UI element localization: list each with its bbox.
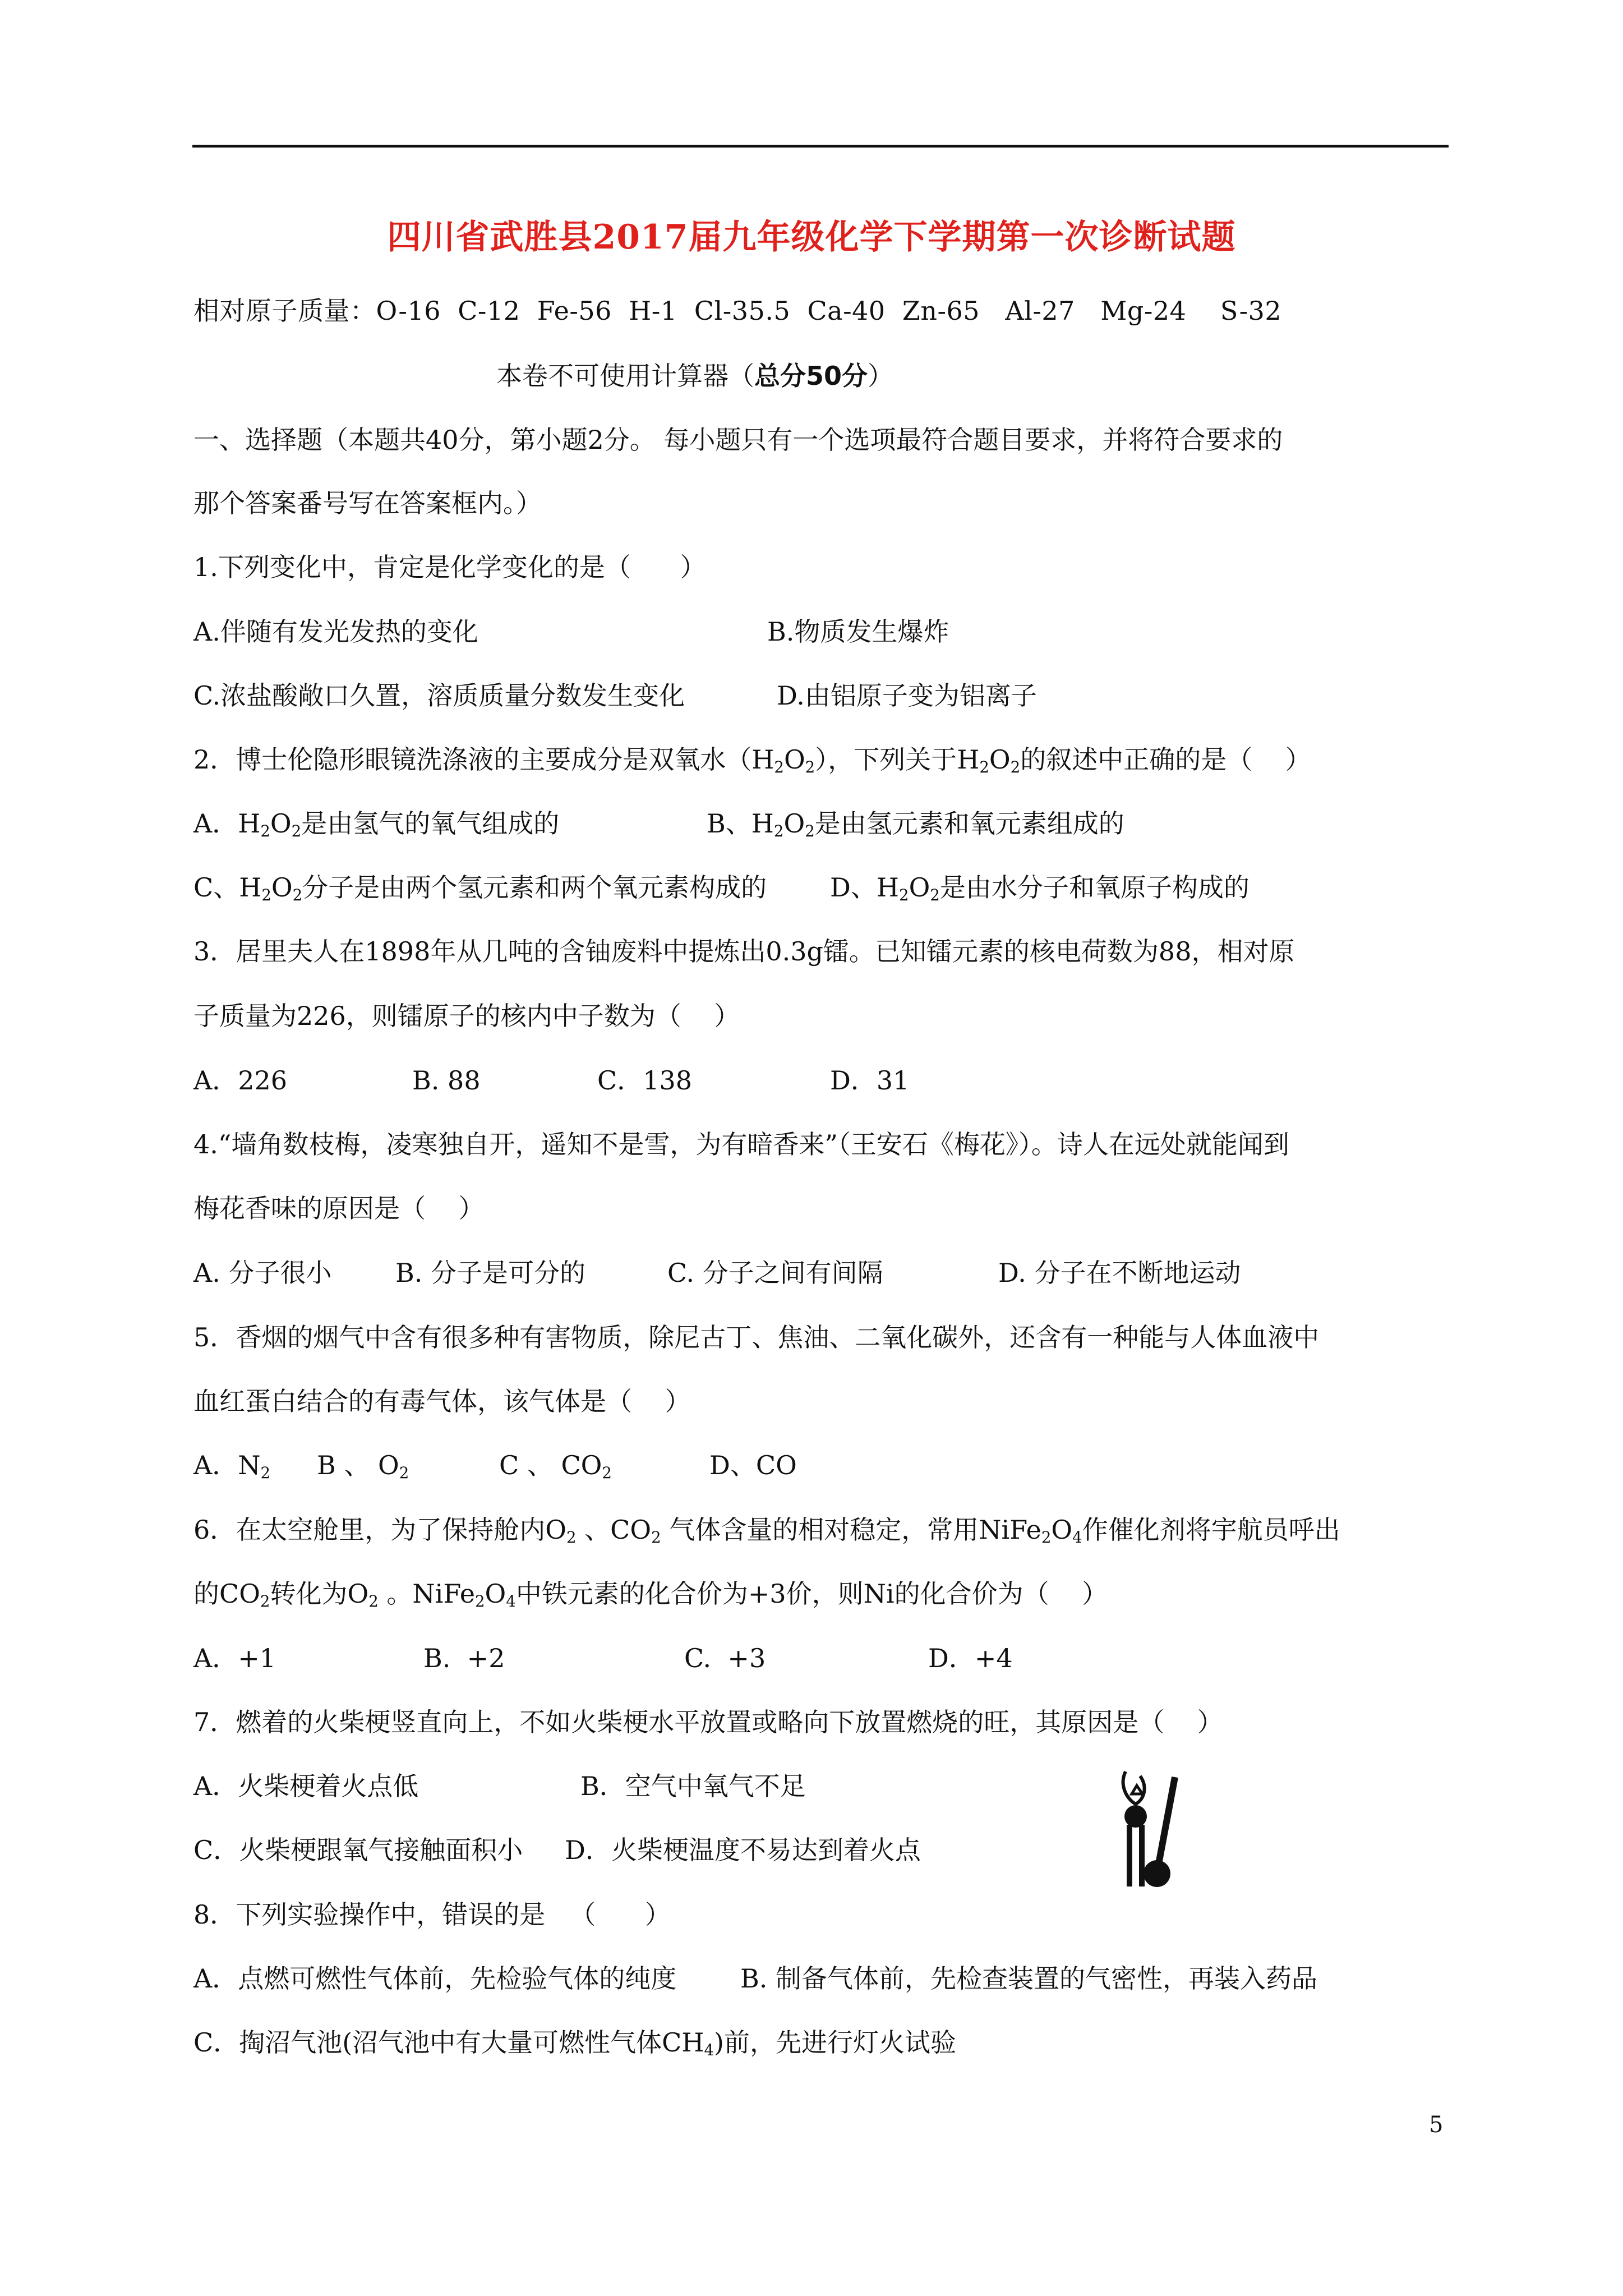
q1-stem: 1.下列变化中，肯定是化学变化的是（ ）	[193, 552, 706, 582]
q6-stem-line-2: 的$CO_2$转化为$O_2$ 。$NiFe_2O_4$中铁元素的化合价为+3价，则Ni的化合价为（ ）	[193, 1579, 1108, 1611]
q1-option-d: D.由铝原子变为铝离子	[777, 680, 1037, 711]
match-stick-right	[1158, 1777, 1175, 1867]
q6-option-a: A．+1	[193, 1643, 276, 1673]
q7-option-d: D．火柴梗温度不易达到着火点	[565, 1835, 921, 1865]
page-number: 5	[1429, 2112, 1444, 2138]
note-prefix: 本卷不可使用计算器（	[496, 361, 754, 391]
q5-option-d: D、CO	[709, 1450, 797, 1480]
q5-stem-line-1: 5．香烟的烟气中含有很多种有害物质，除尼古丁、焦油、二氧化碳外，还含有一种能与人体血液中	[193, 1322, 1320, 1352]
q8-option-a: A．点燃可燃性气体前，先检验气体的纯度	[193, 1963, 677, 1994]
q3-stem-line-2: 子质量为226，则镭原子的核内中子数为（ ）	[193, 1001, 740, 1031]
q3-stem-line-1: 3．居里夫人在1898年从几吨的含铀废料中提炼出0.3g镭。已知镭元素的核电荷数为88，相对原	[193, 936, 1295, 967]
q6-stem-line-1: 6．在太空舱里，为了保持舱内$O_2$ 、$CO_2$ 气体含量的相对稳定，常用$NiFe_2O_4$作催化剂将宇航员呼出	[193, 1515, 1340, 1547]
flame-inner-icon	[1132, 1786, 1142, 1794]
exam-note	[496, 361, 893, 392]
q2-stem: 2．博士伦隐形眼镜洗涤液的主要成分是双氧水$(H_2O_2)$，下列关于$H_2O_2$的叙述中正确的是（ ）	[193, 744, 1311, 776]
q2-option-c: C、$H_2O_2$分子是由两个氢元素和两个氧元素构成的	[193, 872, 767, 904]
q1-option-c: C.浓盐酸敞口久置，溶质质量分数发生变化	[193, 680, 685, 711]
section-instructions-line-1: 一、选择题（本题共40分，第小题2分。 每小题只有一个选项最符合题目要求，并将符合要求的	[193, 425, 1283, 455]
q2-option-b: B、$H_2O_2$是由氢元素和氧元素组成的	[707, 808, 1124, 840]
q5-option-a: A．$N_2$	[193, 1450, 271, 1482]
section-instructions-line-2: 那个答案番号写在答案框内。）	[193, 488, 542, 518]
q4-stem-line-1: 4.“墙角数枝梅，凌寒独自开，遥知不是雪，为有暗香来”（王安石《梅花》）。诗人在远处就能闻到	[193, 1129, 1289, 1159]
note-suffix: ）	[868, 361, 894, 391]
match-stick-mid	[1139, 1825, 1145, 1887]
q1-option-a: A.伴随有发光发热的变化	[193, 616, 478, 647]
q7-option-b: B．空气中氧气不足	[580, 1771, 806, 1801]
q5-option-c: C 、 $CO_2$	[499, 1450, 612, 1482]
flame-outline-icon	[1123, 1772, 1145, 1804]
q3-option-d: D．31	[830, 1065, 910, 1096]
q3-option-a: A．226	[193, 1065, 288, 1096]
page-title: 四川省武胜县2017届九年级化学下学期第一次诊断试题	[387, 218, 1236, 257]
q4-option-a: A. 分子很小	[193, 1258, 332, 1288]
q4-option-b: B. 分子是可分的	[395, 1258, 586, 1288]
q8-option-b: B. 制备气体前，先检查装置的气密性，再装入药品	[740, 1963, 1318, 1994]
q6-option-d: D．+4	[928, 1643, 1013, 1673]
atomic-masses: 相对原子质量：O-16 C-12 Fe-56 H-1 Cl-35.5 Ca-40 Zn-65 Al-27 Mg-24 S-32	[193, 296, 1282, 326]
q6-option-c: C. +3	[684, 1643, 766, 1673]
burning-matches-illustration	[1113, 1760, 1181, 1895]
q4-option-c: C. 分子之间有间隔	[667, 1258, 883, 1288]
q8-option-c: C．掏沼气池(沼气池中有大量可燃性气体$CH_4$)前，先进行灯火试验	[193, 2027, 956, 2059]
match-head-left-icon	[1124, 1805, 1147, 1828]
q6-option-b: B. +2	[423, 1643, 505, 1673]
q2-option-d: D、$H_2O_2$是由水分子和氧原子构成的	[830, 872, 1249, 904]
q7-stem: 7．燃着的火柴梗竖直向上，不如火柴梗水平放置或略向下放置燃烧的旺，其原因是（ ）	[193, 1707, 1223, 1737]
note-total-score: 总分50分	[754, 361, 868, 391]
q3-option-b: B. 88	[412, 1065, 481, 1096]
q7-option-a: A．火柴梗着火点低	[193, 1771, 419, 1801]
q5-stem-line-2: 血红蛋白结合的有毒气体，该气体是（ ）	[193, 1386, 691, 1416]
q4-stem-line-2: 梅花香味的原因是（ ）	[193, 1193, 485, 1223]
match-stick-left	[1127, 1825, 1132, 1887]
header-rule	[192, 145, 1449, 148]
q7-option-c: C．火柴梗跟氧气接触面积小	[193, 1835, 523, 1865]
q8-stem: 8．下列实验操作中，错误的是 （ ）	[193, 1899, 671, 1930]
q2-option-a: A．$H_2O_2$是由氢气的氧气组成的	[193, 808, 560, 840]
q5-option-b: B 、 $O_2$	[317, 1450, 409, 1482]
q3-option-c: C．138	[597, 1065, 692, 1096]
q1-option-b: B.物质发生爆炸	[767, 616, 949, 647]
q4-option-d: D. 分子在不断地运动	[998, 1258, 1241, 1288]
match-head-right-icon	[1144, 1860, 1170, 1887]
